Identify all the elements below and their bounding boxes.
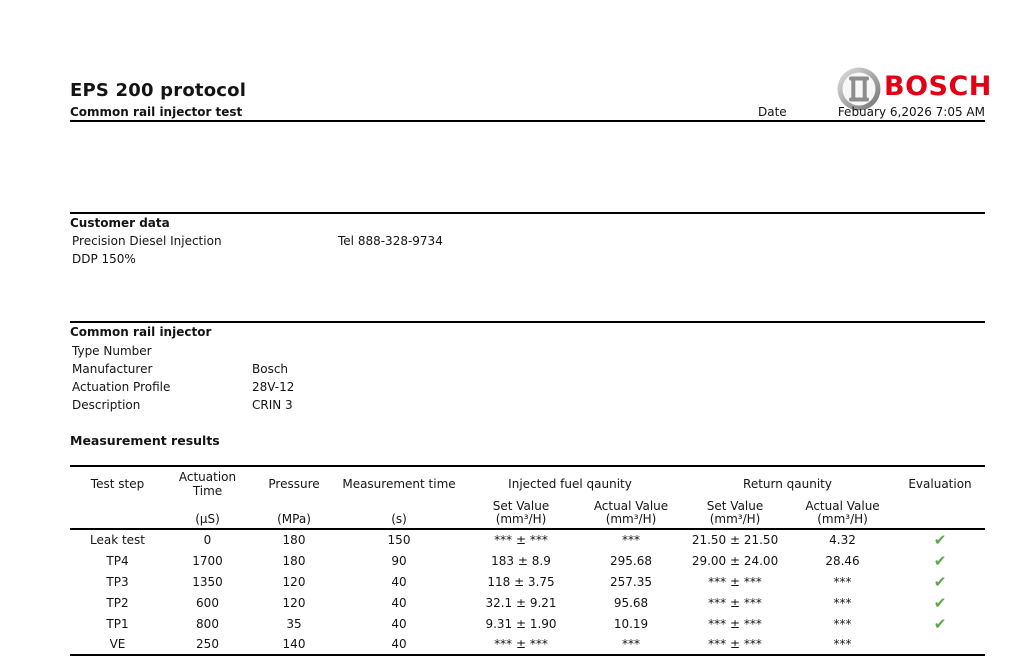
cell-injected-set: *** ± *** — [494, 533, 548, 547]
cell-pressure: 180 — [282, 533, 306, 547]
measurement-section-title: Measurement results — [70, 433, 220, 448]
field-label: Actuation Profile — [72, 380, 171, 394]
cell-pressure: 180 — [282, 553, 306, 568]
cell-return-actual: *** — [833, 595, 852, 610]
field-value: CRIN 3 — [252, 398, 293, 412]
field-label: Type Number — [72, 344, 152, 358]
cell-test-step: TP4 — [106, 553, 129, 568]
brand-wordmark: BOSCH — [884, 71, 992, 102]
col-group-return: Return qaunity — [743, 477, 832, 491]
cell-test-step: Leak test — [89, 533, 146, 547]
cell-return-set: *** ± *** — [708, 595, 762, 610]
table-header — [70, 466, 985, 529]
cell-actuation-time: 0 — [203, 533, 212, 547]
cell-injected-actual: 95.68 — [613, 595, 649, 610]
cell-actuation-time: 600 — [196, 595, 219, 610]
table-row — [70, 634, 985, 655]
cell-injected-actual: 257.35 — [610, 574, 652, 589]
check-icon: ✔ — [933, 572, 947, 591]
customer-phone: Tel 888-328-9734 — [338, 234, 443, 248]
cell-return-actual: *** — [833, 574, 852, 589]
injector-field-actuation-profile — [72, 380, 294, 394]
col-header-test-step: Test step — [90, 477, 145, 491]
cell-return-set: *** ± *** — [708, 616, 762, 631]
cell-measurement-time: 40 — [391, 616, 407, 631]
cell-measurement-time: 90 — [391, 553, 407, 568]
col-group-injected-fuel: Injected fuel qaunity — [508, 477, 632, 491]
col-header-pressure: Pressure — [268, 477, 320, 491]
customer-section-title: Customer data — [70, 216, 170, 230]
cell-return-set: *** ± *** — [708, 574, 762, 589]
table-row — [70, 550, 985, 571]
col-header-actuation-time: Actuation Time — [178, 470, 237, 498]
cell-test-step: TP2 — [106, 595, 129, 610]
page-subtitle: Common rail injector test — [70, 105, 243, 119]
customer-note: DDP 150% — [72, 252, 136, 266]
cell-return-actual: 28.46 — [825, 553, 860, 568]
unit-injected-set: (mm³/H) — [495, 513, 547, 526]
check-icon: ✔ — [933, 551, 947, 570]
injector-section-divider — [70, 321, 985, 323]
cell-return-actual: *** — [833, 616, 852, 631]
table-row — [70, 529, 985, 550]
col-header-injected-actual: Actual Value — [593, 499, 669, 513]
cell-return-set: 29.00 ± 24.00 — [691, 553, 779, 568]
cell-pressure: 120 — [282, 595, 306, 610]
cell-injected-actual: *** — [622, 637, 640, 651]
table-row — [70, 613, 985, 634]
check-icon: ✔ — [933, 614, 947, 633]
field-label: Description — [72, 398, 141, 412]
cell-return-actual: 4.32 — [829, 533, 856, 547]
injector-field-type-number — [72, 344, 252, 358]
measurement-table — [70, 465, 985, 656]
col-header-measurement-time: Measurement time — [342, 477, 456, 491]
cell-injected-set: 32.1 ± 9.21 — [485, 595, 557, 610]
cell-pressure: 35 — [286, 616, 302, 631]
cell-actuation-time: 250 — [196, 637, 219, 651]
col-header-return-actual: Actual Value — [805, 499, 880, 513]
cell-measurement-time: 40 — [391, 637, 407, 651]
cell-injected-actual: *** — [622, 533, 640, 547]
injector-section-title: Common rail injector — [70, 325, 212, 339]
cell-actuation-time: 1700 — [192, 553, 223, 568]
unit-actuation-time: (µS) — [195, 513, 220, 526]
cell-pressure: 120 — [282, 574, 306, 589]
cell-measurement-time: 40 — [391, 595, 407, 610]
unit-return-actual: (mm³/H) — [817, 513, 868, 526]
cell-injected-set: *** ± *** — [494, 637, 548, 651]
cell-return-actual: *** — [833, 637, 852, 651]
date-label: Date — [758, 105, 787, 119]
page-title: EPS 200 protocol — [70, 80, 247, 101]
cell-return-set: 21.50 ± 21.50 — [691, 533, 779, 547]
cell-injected-set: 118 ± 3.75 — [487, 574, 555, 589]
cell-actuation-time: 1350 — [192, 574, 223, 589]
cell-test-step: TP3 — [106, 574, 129, 589]
unit-measurement-time: (s) — [391, 513, 407, 526]
field-value: 28V-12 — [252, 380, 295, 394]
col-header-injected-set: Set Value — [492, 499, 550, 513]
date-value: Febuary 6,2026 7:05 AM — [837, 105, 985, 119]
col-header-return-set: Set Value — [706, 499, 764, 513]
check-icon: ✔ — [933, 531, 947, 549]
col-header-evaluation: Evaluation — [908, 477, 972, 491]
cell-test-step: TP1 — [106, 616, 129, 631]
cell-injected-set: 9.31 ± 1.90 — [485, 616, 557, 631]
unit-return-set: (mm³/H) — [709, 513, 761, 526]
field-label: Manufacturer — [72, 362, 153, 376]
cell-injected-set: 183 ± 8.9 — [491, 553, 551, 568]
customer-section-divider — [70, 212, 985, 214]
table-row — [70, 592, 985, 613]
check-icon: ✔ — [933, 593, 947, 612]
cell-injected-actual: 295.68 — [610, 553, 652, 568]
cell-test-step: VE — [109, 637, 126, 651]
cell-actuation-time: 800 — [196, 616, 219, 631]
injector-field-manufacturer — [72, 362, 288, 376]
customer-name: Precision Diesel Injection — [72, 234, 222, 248]
header-divider — [70, 120, 985, 122]
field-value: Bosch — [252, 362, 289, 376]
unit-injected-actual: (mm³/H) — [605, 513, 657, 526]
injector-field-description — [72, 398, 293, 412]
cell-measurement-time: 150 — [387, 533, 411, 547]
cell-measurement-time: 40 — [391, 574, 407, 589]
cell-return-set: *** ± *** — [708, 637, 762, 651]
table-row — [70, 571, 985, 592]
unit-pressure: (MPa) — [277, 513, 311, 526]
check-icon — [895, 634, 985, 655]
cell-pressure: 140 — [282, 637, 306, 651]
cell-injected-actual: 10.19 — [613, 616, 649, 631]
